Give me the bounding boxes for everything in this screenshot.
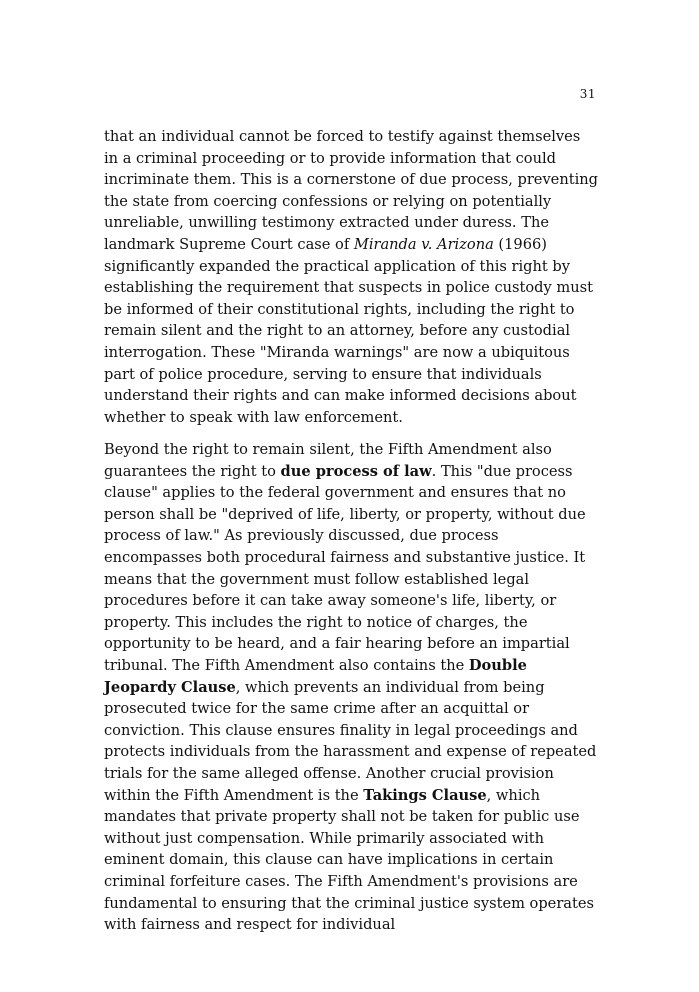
body-text [104, 126, 598, 936]
paragraph-1-text-end: (1966) significantly expanded the practical application of this right by establishing the requirement that suspects in police custody must be informed of their constitutional rights, including the right to remain silent and the right to an attorney, before any custodial interrogation. These "Miranda warnings" are now a ubiquitous part of police procedure, serving to ensure that individuals understand their rights and can make informed decisions about whether to speak with law enforcement. [104, 235, 593, 426]
paragraph-2-text-part-2: . This "due process clause" applies to the federal government and ensures that no person shall be "deprived of life, liberty, or property, without due process of law." As previously discussed, due process encompasses both procedural fairness and substantive justice. It means that the government must follow established legal procedures before it can take away someone's life, liberty, or property. This includes the right to notice of charges, the opportunity to be heard, and a fair hearing before an impartial tribunal. The Fifth Amendment also contains the [104, 462, 586, 675]
paragraph-2-text-part-1: Beyond the right to remain silent, the Fifth Amendment also guarantees the right to [104, 441, 552, 480]
case-name-miranda-v-arizona: Miranda v. Arizona [353, 235, 494, 253]
paragraph-1 [104, 126, 598, 428]
term-double-jeopardy-clause: Double Jeopardy Clause [104, 657, 527, 696]
term-takings-clause: Takings Clause [363, 786, 487, 804]
paragraph-2 [104, 439, 598, 936]
term-due-process-of-law: due process of law [280, 462, 432, 480]
paragraph-2-text-part-3: , which prevents an individual from being prosecuted twice for the same crime after an acquittal or conviction. This clause ensures finality in legal proceedings and protects individuals from the harassment and expense of repeated trials for the same alleged offense. Another crucial provision within the Fifth Amendment is the [104, 678, 597, 804]
paragraph-2-text-part-4: , which mandates that private property shall not be taken for public use without just compensation. While primarily associated with eminent domain, this clause can have implications in certain criminal forfeiture cases. The Fifth Amendment's provisions are fundamental to ensuring that the criminal justice system operates with fairness and respect for individual [104, 786, 594, 934]
paragraph-1-text-start: that an individual cannot be forced to testify against themselves in a criminal proceeding or to provide information that could incriminate them. This is a cornerstone of due process, preventing the state from coercing confessions or relying on potentially unreliable, unwilling testimony extracted under duress. The landmark Supreme Court case of [104, 128, 598, 253]
page-number: 31 [579, 87, 596, 101]
